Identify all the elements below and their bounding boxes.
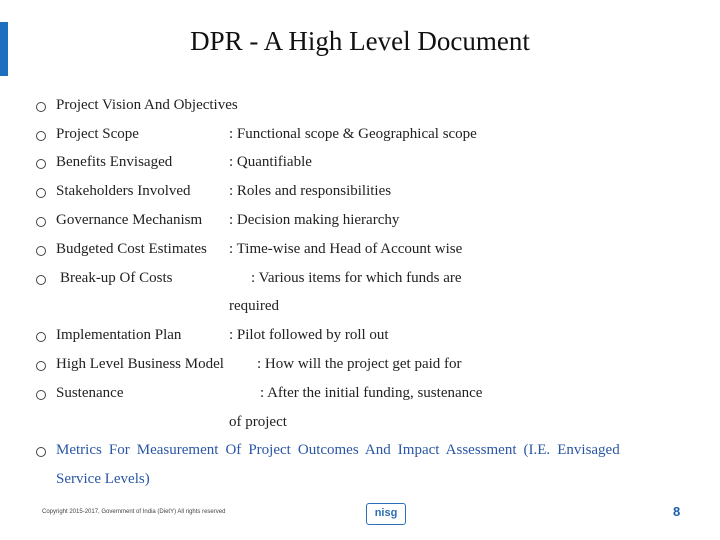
bullet-icon xyxy=(36,188,46,198)
item-label: Metrics For Measurement Of Project Outcomes And Impact Assessment (I.E. Envisaged xyxy=(56,442,620,458)
bullet-icon xyxy=(36,217,46,227)
item-description: : Decision making hierarchy xyxy=(229,212,400,228)
bullet-icon xyxy=(36,159,46,169)
bullet-icon xyxy=(36,447,46,457)
item-description: : Quantifiable xyxy=(229,154,312,170)
bullet-icon xyxy=(36,131,46,141)
bullet-icon xyxy=(36,275,46,285)
bullet-icon xyxy=(36,390,46,400)
bullet-icon xyxy=(36,332,46,342)
item-description: : Roles and responsibilities xyxy=(229,183,392,199)
item-description-continued: required xyxy=(229,298,279,314)
item-description: : Various items for which funds are xyxy=(251,270,462,286)
bullet-icon xyxy=(36,102,46,112)
item-label: Budgeted Cost Estimates xyxy=(56,241,207,257)
item-label: Implementation Plan xyxy=(56,327,182,343)
bullet-icon xyxy=(36,361,46,371)
item-label: Project Vision And Objectives xyxy=(56,97,238,113)
slide-title: DPR - A High Level Document xyxy=(190,26,530,56)
item-label: Break-up Of Costs xyxy=(60,270,173,286)
item-description: : After the initial funding, sustenance xyxy=(260,385,483,401)
nisg-logo: nisg xyxy=(366,503,406,525)
item-label: Project Scope xyxy=(56,126,139,142)
copyright-note: Copyright 2015-2017, Government of India (DietY) All rights reserved xyxy=(42,509,226,515)
item-description: : How will the project get paid for xyxy=(257,356,462,372)
item-label: Sustenance xyxy=(56,385,124,401)
bullet-icon xyxy=(36,246,46,256)
item-label: Benefits Envisaged xyxy=(56,154,173,170)
item-description: : Time-wise and Head of Account wise xyxy=(229,241,463,257)
item-label: High Level Business Model xyxy=(56,356,224,372)
item-label-continued: Service Levels) xyxy=(56,471,150,487)
item-label: Stakeholders Involved xyxy=(56,183,191,199)
item-description: : Pilot followed by roll out xyxy=(229,327,389,343)
item-label: Governance Mechanism xyxy=(56,212,203,228)
item-description: : Functional scope & Geographical scope xyxy=(229,126,477,142)
page-number: 8 xyxy=(673,504,681,519)
item-description-continued: of project xyxy=(229,414,287,430)
